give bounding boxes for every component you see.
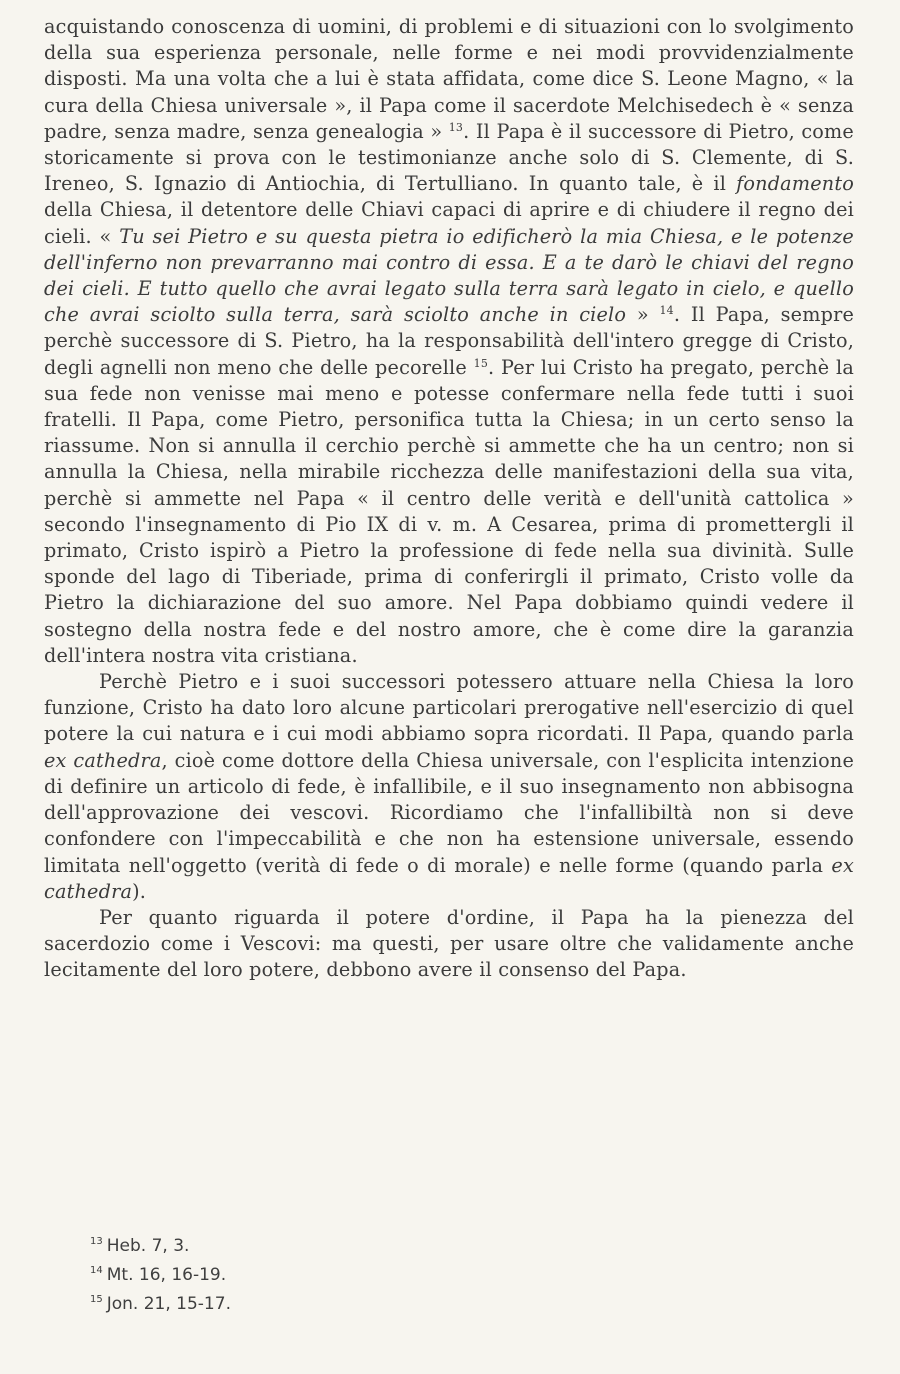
text-run: della Chiesa, il detentore delle Chiavi capaci di aprire e di chiudere il regno dei cieli. «: [44, 198, 854, 248]
paragraph: [44, 905, 854, 984]
text-run: . Per lui Cristo ha pregato, perchè la sua fede non venisse mai meno e potesse confermare nella fede tutti i suoi fratelli. Il Papa, come Pietro, personifica tutta la Chiesa; in un certo senso la riassume. Non si annulla il cerchio perchè si ammette che ha un centro; non si annulla la Chiesa, nella mirabile ricchezza delle manifestazioni della sua vita, perchè si ammette nel Papa « il centro delle verità e dell'unità cattolica » secondo l'insegnamento di Pio IX di v. m. A Cesarea, prima di promettergli il primato, Cristo ispirò a Pietro la professione di fede nella sua divinità. Sulle sponde del lago di Tiberiade, prima di conferirgli il primato, Cristo volle da Pietro la dichiarazione del suo amore. Nel Papa dobbiamo quindi vedere il sostegno della nostra fede e del nostro amore, che è come dire la garanzia dell'intera nostra vita cristiana.: [44, 355, 855, 667]
text-run: . Il Papa, sempre perchè successore di S. Pietro, ha la responsabilità dell'intero gregge di Cristo, degli agnelli non meno che delle pecorelle: [44, 303, 855, 379]
footnote: [90, 1261, 231, 1290]
main-text: [44, 14, 854, 984]
text-run: Per quanto riguarda il potere d'ordine, il Papa ha la pienezza del sacerdozio come i Vescovi: ma questi, per usare oltre che validamente anche lecitamente del loro potere, debbono avere il consenso del Papa.: [44, 905, 854, 982]
footnote: [90, 1290, 231, 1319]
footnote-number: 15: [90, 1294, 103, 1305]
footnote-ref: 15: [473, 356, 489, 370]
text-run: , cioè come dottore della Chiesa universale, con l'esplicita intenzione di definire un articolo di fede, è infallibile, e il suo insegnamento non abbisogna dell'approvazione dei vescovi. Ricordiamo che l'infallibiltà non si deve confondere con l'impeccabilità e che non ha estensione universale, essendo limitata nell'oggetto (verità di fede o di morale) e nelle forme (quando parla: [44, 748, 854, 877]
footnote-ref: 14: [659, 304, 674, 318]
footnote-ref: 13: [448, 120, 464, 134]
text-run: . Il Papa è il successore di Pietro, come storicamente si prova con le testimonianze anche solo di S. Clemente, di S. Ireneo, S. Ignazio di Antiochia, di Tertulliano. In quanto tale, è il: [44, 119, 854, 196]
italic-text: fondamento: [736, 172, 854, 196]
footnote: [90, 1232, 231, 1261]
paragraph: [44, 14, 854, 669]
footnote-number: 14: [90, 1265, 103, 1276]
paragraph: [44, 669, 854, 905]
footnote-number: 13: [90, 1236, 103, 1247]
footnotes: [90, 1232, 231, 1319]
footnote-text: Jon. 21, 15-17.: [106, 1294, 231, 1314]
text-run: acquistando conoscenza di uomini, di problemi e di situazioni con lo svolgimento della sua esperienza personale, nelle forme e nei modi provvidenzialmente disposti. Ma una volta che a lui è stata affidata, come dice S. Leone Magno, « la cura della Chiesa universale », il Papa come il sacerdote Melchisedech è « senza padre, senza madre, senza genealogia »: [44, 15, 854, 143]
italic-text: Tu sei Pietro e su questa pietra io edificherò la mia Chiesa, e le potenze dell'inferno non prevarranno mai contro di essa. E a te darò le chiavi del regno dei cieli. E tutto quello che avrai legato sulla terra sarà legato in cielo, e quello che avrai sciolto sulla terra, sarà sciolto anche in cielo: [44, 224, 854, 327]
footnote-text: Heb. 7, 3.: [106, 1236, 190, 1256]
text-run: »: [626, 303, 660, 327]
italic-text: ex cathedra: [44, 853, 854, 903]
italic-text: ex cathedra: [44, 748, 162, 772]
footnote-text: Mt. 16, 16-19.: [106, 1265, 227, 1285]
text-run: ).: [132, 879, 147, 903]
text-run: Perchè Pietro e i suoi successori potessero attuare nella Chiesa la loro funzione, Cristo ha dato loro alcune particolari prerogative nell'esercizio di quel potere la cui natura e i cui modi abbiamo sopra ricordati. Il Papa, quando parla: [44, 670, 854, 746]
